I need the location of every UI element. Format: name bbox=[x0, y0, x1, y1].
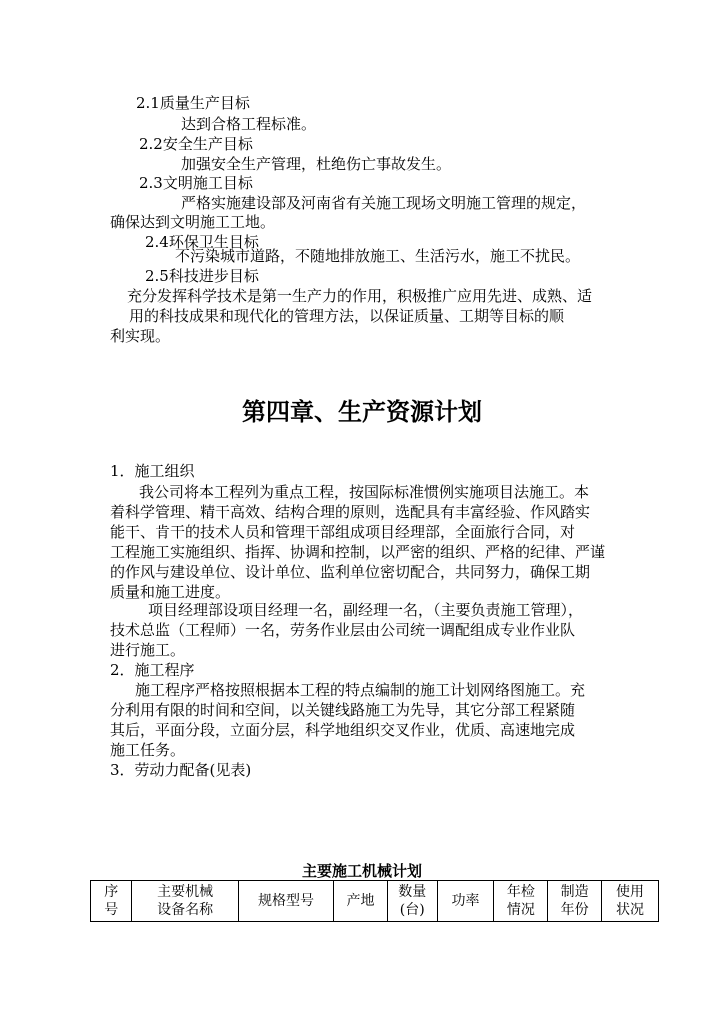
goal-2-3-text-1: 严格实施建设部及河南省有关施工现场文明施工管理的规定， bbox=[181, 194, 587, 212]
goal-2-4-text: 不污染城市道路，不随地排放施工、生活污水，施工不扰民。 bbox=[175, 247, 581, 265]
paragraph-line: 分利用有限的时间和空间，以关键线路施工为先导，其它分部工程紧随 bbox=[110, 701, 576, 719]
heading-construction-organization: 1．施工组织 bbox=[110, 462, 195, 480]
paragraph-line: 着科学管理、精干高效、结构合理的原则，选配具有丰富经验、作风踏实 bbox=[110, 503, 591, 521]
paragraph-line: 技术总监（工程师）一名，劳务作业层由公司统一调配组成专业作业队 bbox=[110, 621, 576, 639]
goal-2-5-text-1: 充分发挥科学技术是第一生产力的作用，积极推广应用先进、成熟、适 bbox=[127, 287, 593, 305]
paragraph-line: 施工程序严格按照根据本工程的特点编制的施工计划网络图施工。充 bbox=[135, 681, 586, 699]
paragraph-line: 其后，平面分段，立面分层，科学地组织交叉作业，优质、高速地完成 bbox=[110, 721, 576, 739]
equipment-table bbox=[90, 880, 659, 922]
goal-2-2-heading: 2.2安全生产目标 bbox=[139, 135, 253, 153]
goal-2-3-text-2: 确保达到文明施工工地。 bbox=[110, 213, 276, 231]
header-equipment-name: 主要机械 设备名称 bbox=[132, 881, 239, 922]
equipment-table-title: 主要施工机械计划 bbox=[301, 862, 422, 880]
goal-2-4-heading: 2.4环保卫生目标 bbox=[145, 233, 259, 251]
heading-labor-allocation: 3．劳动力配备(见表) bbox=[110, 761, 252, 779]
goal-2-1-text: 达到合格工程标准。 bbox=[181, 115, 317, 133]
header-usage-status: 使用 状况 bbox=[602, 881, 659, 922]
header-serial-no: 序 号 bbox=[91, 881, 132, 922]
paragraph-line: 我公司将本工程列为重点工程，按国际标准惯例实施项目法施工。本 bbox=[139, 483, 590, 501]
chapter-title: 第四章、生产资源计划 bbox=[242, 398, 482, 426]
paragraph-line: 质量和施工进度。 bbox=[110, 583, 231, 601]
goal-2-5-heading: 2.5科技进步目标 bbox=[145, 267, 259, 285]
paragraph-line: 项目经理部设项目经理一名，副经理一名，（主要负责施工管理）， bbox=[148, 601, 584, 619]
heading-construction-procedure: 2．施工程序 bbox=[110, 661, 195, 679]
goal-2-3-heading: 2.3文明施工目标 bbox=[139, 174, 253, 192]
header-inspection: 年检 情况 bbox=[494, 881, 548, 922]
table-header-row bbox=[91, 881, 659, 922]
header-quantity: 数量 (台) bbox=[387, 881, 437, 922]
header-spec-model: 规格型号 bbox=[238, 881, 333, 922]
header-power: 功率 bbox=[437, 881, 494, 922]
header-manufacture-year: 制造 年份 bbox=[548, 881, 602, 922]
paragraph-line: 施工任务。 bbox=[110, 741, 186, 759]
paragraph-line: 工程施工实施组织、指挥、协调和控制，以严密的组织、严格的纪律、严谨 bbox=[110, 543, 606, 561]
goal-2-5-text-3: 利实现。 bbox=[110, 327, 171, 345]
goal-2-5-text-2: 用的科技成果和现代化的管理方法，以保证质量、工期等目标的顺 bbox=[129, 307, 565, 325]
header-origin: 产地 bbox=[334, 881, 388, 922]
paragraph-line: 的作风与建设单位、设计单位、监利单位密切配合，共同努力，确保工期 bbox=[110, 563, 591, 581]
goal-2-2-text: 加强安全生产管理，杜绝伤亡事故发生。 bbox=[181, 155, 452, 173]
paragraph-line: 进行施工。 bbox=[110, 641, 186, 659]
goal-2-1-heading: 2.1质量生产目标 bbox=[136, 94, 250, 112]
paragraph-line: 能干、肯干的技术人员和管理干部组成项目经理部，全面旅行合同，对 bbox=[110, 523, 576, 541]
